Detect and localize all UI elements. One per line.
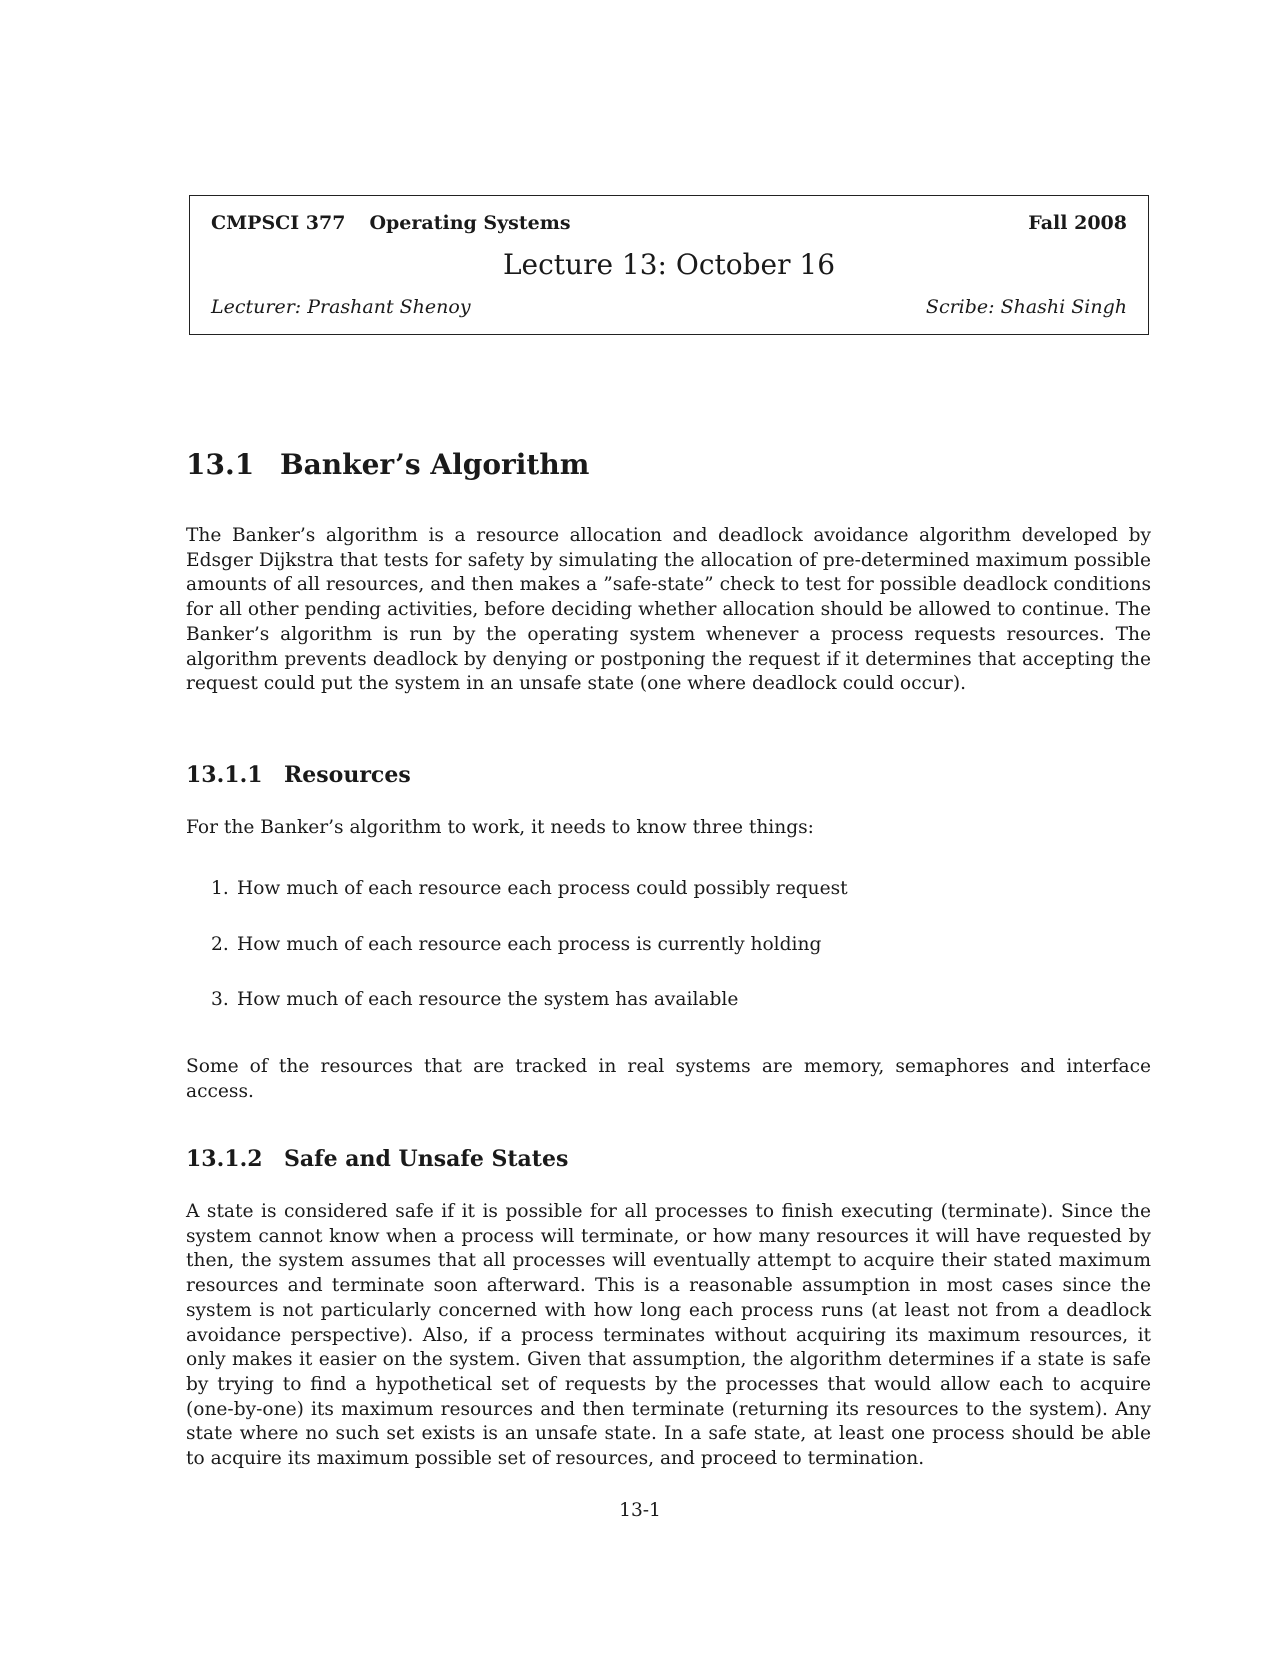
resources-outro-paragraph: Some of the resources that are tracked in real systems are memory, semaphores and interface access. <box>186 1056 1151 1102</box>
term: Fall 2008 <box>1028 212 1127 234</box>
list-item: 2. How much of each resource each process is currently holding <box>211 934 822 955</box>
section-number: 13.1 <box>186 448 255 481</box>
lecture-title: Lecture 13: October 16 <box>502 248 836 281</box>
subsection-number: 13.1.2 <box>186 1146 263 1172</box>
subsection-heading-resources <box>186 762 411 788</box>
page-number: 13-1 <box>619 1500 661 1521</box>
subsection-heading-safe-states <box>186 1146 568 1172</box>
scribe: Scribe: Shashi Singh <box>925 296 1127 318</box>
subsection-title: Safe and Unsafe States <box>284 1146 569 1172</box>
course-info <box>211 212 571 234</box>
section-title: Banker’s Algorithm <box>280 448 590 481</box>
list-item: 1. How much of each resource each process could possibly request <box>211 878 848 899</box>
lecture-header-box <box>189 195 1149 335</box>
subsection-title: Resources <box>284 762 411 788</box>
section-heading <box>186 448 589 481</box>
course-code: CMPSCI 377 <box>211 212 346 234</box>
safe-states-paragraph: A state is considered safe if it is possible for all processes to finish executing (terminate). Since the system cannot know when a process will terminate, or how many resources it will have requested by then, the system assumes that all processes will eventually attempt to acquire their stated maximum resources and terminate soon afterward. This is a reasonable assumption in most cases since the system is not particularly concerned with how long each process runs (at least not from a deadlock avoidance perspective). Also, if a process terminates without acquiring its maximum resources, it only makes it easier on the system. Given that assumption, the algorithm determines if a state is safe by trying to find a hypothetical set of requests by the processes that would allow each to acquire (one-by-one) its maximum resources and then terminate (returning its resources to the system). Any state where no such set exists is an unsafe state. In a safe state, at least one process should be able to acquire its maximum possible set of resources, and proceed to termination. <box>186 1201 1151 1470</box>
course-name: Operating Systems <box>369 212 571 234</box>
subsection-number: 13.1.1 <box>186 762 263 788</box>
lecturer: Lecturer: Prashant Shenoy <box>211 296 471 318</box>
resources-intro-paragraph: For the Banker’s algorithm to work, it needs to know three things: <box>186 817 814 838</box>
list-item: 3. How much of each resource the system has available <box>211 989 739 1010</box>
section-intro-paragraph: The Banker’s algorithm is a resource allocation and deadlock avoidance algorithm developed by Edsger Dijkstra that tests for safety by simulating the allocation of pre-determined maximum possible amounts of all resources, and then makes a ”safe-state” check to test for possible deadlock conditions for all other pending activities, before deciding whether allocation should be allowed to continue. The Banker’s algorithm is run by the operating system whenever a process requests resources. The algorithm prevents deadlock by denying or postponing the request if it determines that accepting the request could put the system in an unsafe state (one where deadlock could occur). <box>186 525 1151 695</box>
